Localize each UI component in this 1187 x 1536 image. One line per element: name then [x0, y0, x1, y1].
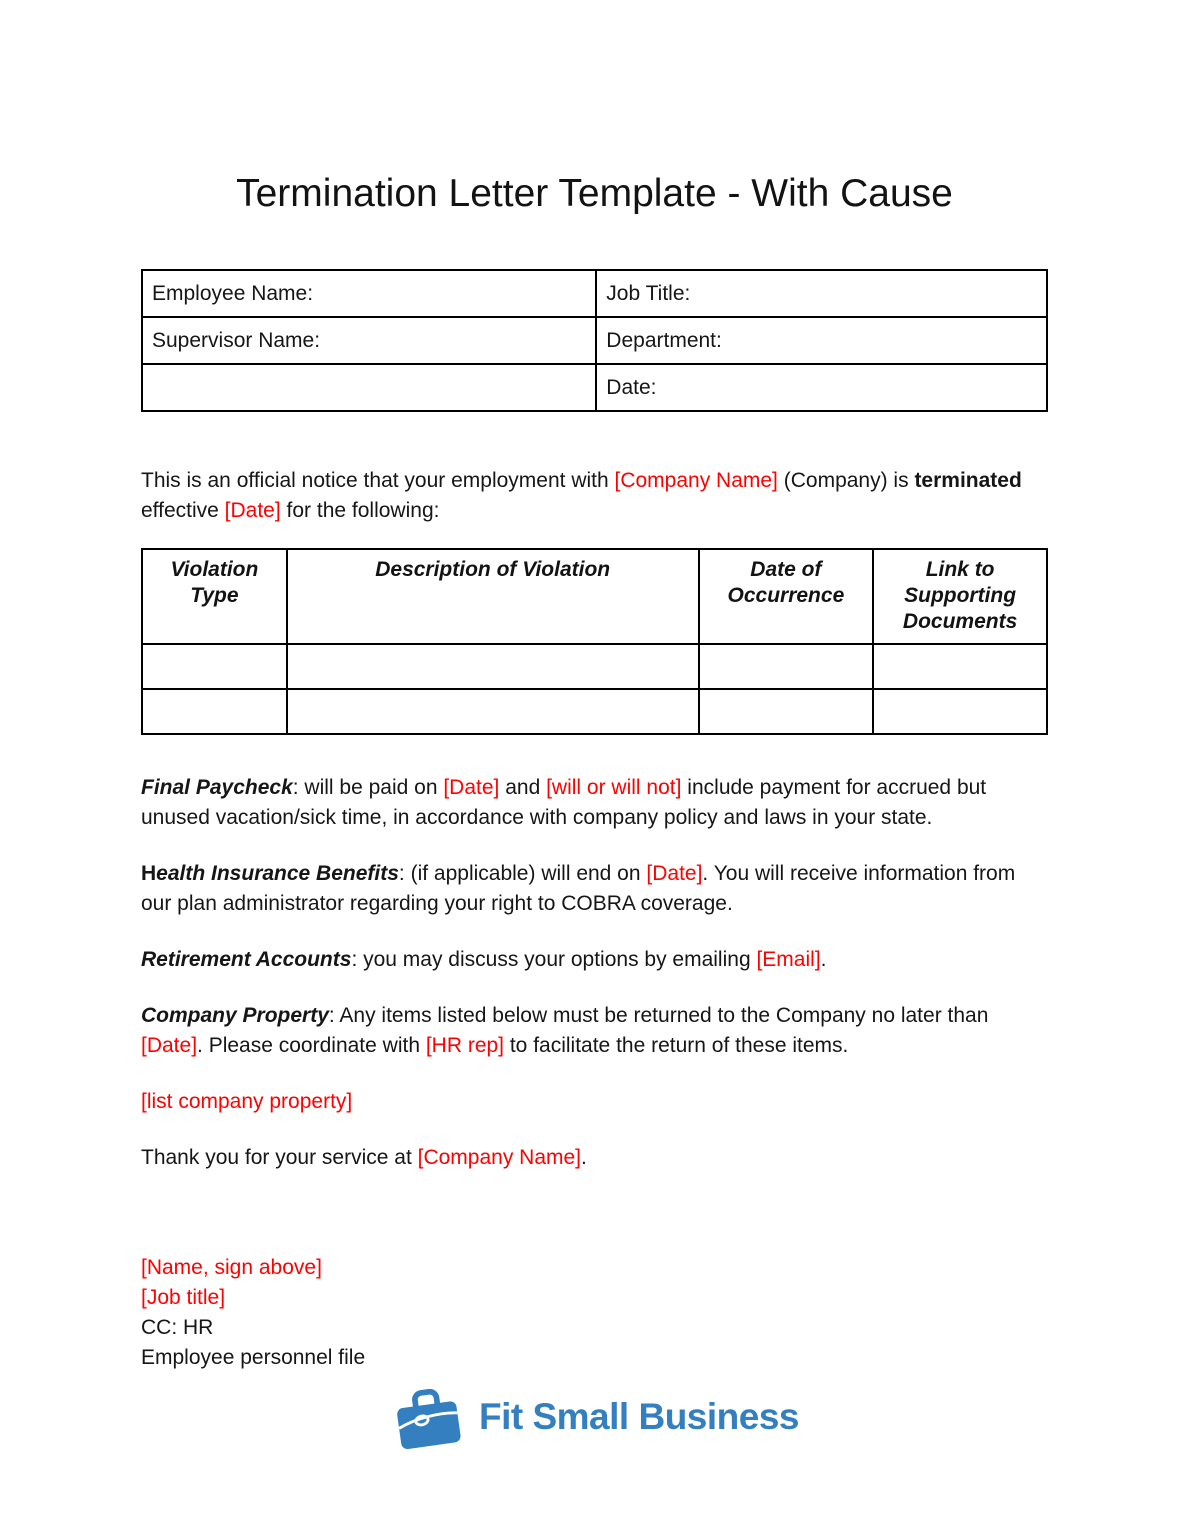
table-row — [142, 270, 1047, 317]
violation-empty-cell — [699, 644, 874, 689]
violation-type-header: Violation Type — [142, 549, 287, 644]
signature-jobtitle-placeholder: [Job title] — [141, 1286, 226, 1309]
violation-empty-cell — [873, 689, 1047, 734]
date-cell: Date: — [596, 364, 1047, 411]
violation-empty-cell — [142, 644, 287, 689]
violation-empty-cell — [142, 689, 287, 734]
signature-block — [141, 1253, 1048, 1373]
personnel-file-line: Employee personnel file — [141, 1346, 366, 1369]
retirement-accounts-paragraph: Retirement Accounts: you may discuss your options by emailing [Email]. — [141, 948, 827, 971]
violation-empty-cell — [699, 689, 874, 734]
violation-link-header: Link to Supporting Documents — [873, 549, 1047, 644]
thank-you-paragraph: Thank you for your service at [Company Name]. — [141, 1146, 587, 1169]
signature-name-placeholder: [Name, sign above] — [141, 1256, 322, 1279]
footer-logo — [141, 1385, 1048, 1449]
health-insurance-paragraph: Health Insurance Benefits: (if applicable) will end on [Date]. You will receive information from our plan administrator regarding your right to COBRA coverage. — [141, 862, 1016, 915]
supervisor-name-cell: Supervisor Name: — [142, 317, 596, 364]
company-property-paragraph: Company Property: Any items listed below must be returned to the Company no later than [Date]. Please coordinate with [HR rep] to facilitate the return of these items. — [141, 1004, 989, 1057]
violation-date-header: Date of Occurrence — [699, 549, 874, 644]
violation-table-empty-row — [142, 644, 1047, 689]
violation-table — [141, 548, 1048, 735]
intro-paragraph: This is an official notice that your employment with [Company Name] (Company) is terminated effective [Date] for the following: — [141, 469, 1022, 522]
violation-empty-cell — [287, 644, 699, 689]
logo-text: Fit Small Business — [479, 1396, 799, 1437]
company-property-list-placeholder: [list company property] — [141, 1090, 353, 1113]
violation-empty-cell — [287, 689, 699, 734]
cc-line: CC: HR — [141, 1316, 214, 1339]
briefcase-icon — [390, 1385, 466, 1449]
job-title-cell: Job Title: — [596, 270, 1047, 317]
employee-info-table — [141, 269, 1048, 412]
violation-empty-cell — [873, 644, 1047, 689]
final-paycheck-paragraph: Final Paycheck: will be paid on [Date] and [will or will not] include payment for accrued but unused vacation/sick time, in accordance with company policy and laws in your state. — [141, 776, 987, 829]
table-row — [142, 317, 1047, 364]
violation-description-header: Description of Violation — [287, 549, 699, 644]
violation-table-header-row — [142, 549, 1047, 644]
page-title: Termination Letter Template - With Cause — [236, 172, 953, 215]
table-row — [142, 364, 1047, 411]
employee-name-cell: Employee Name: — [142, 270, 596, 317]
violation-table-empty-row — [142, 689, 1047, 734]
empty-cell — [142, 364, 596, 411]
department-cell: Department: — [596, 317, 1047, 364]
